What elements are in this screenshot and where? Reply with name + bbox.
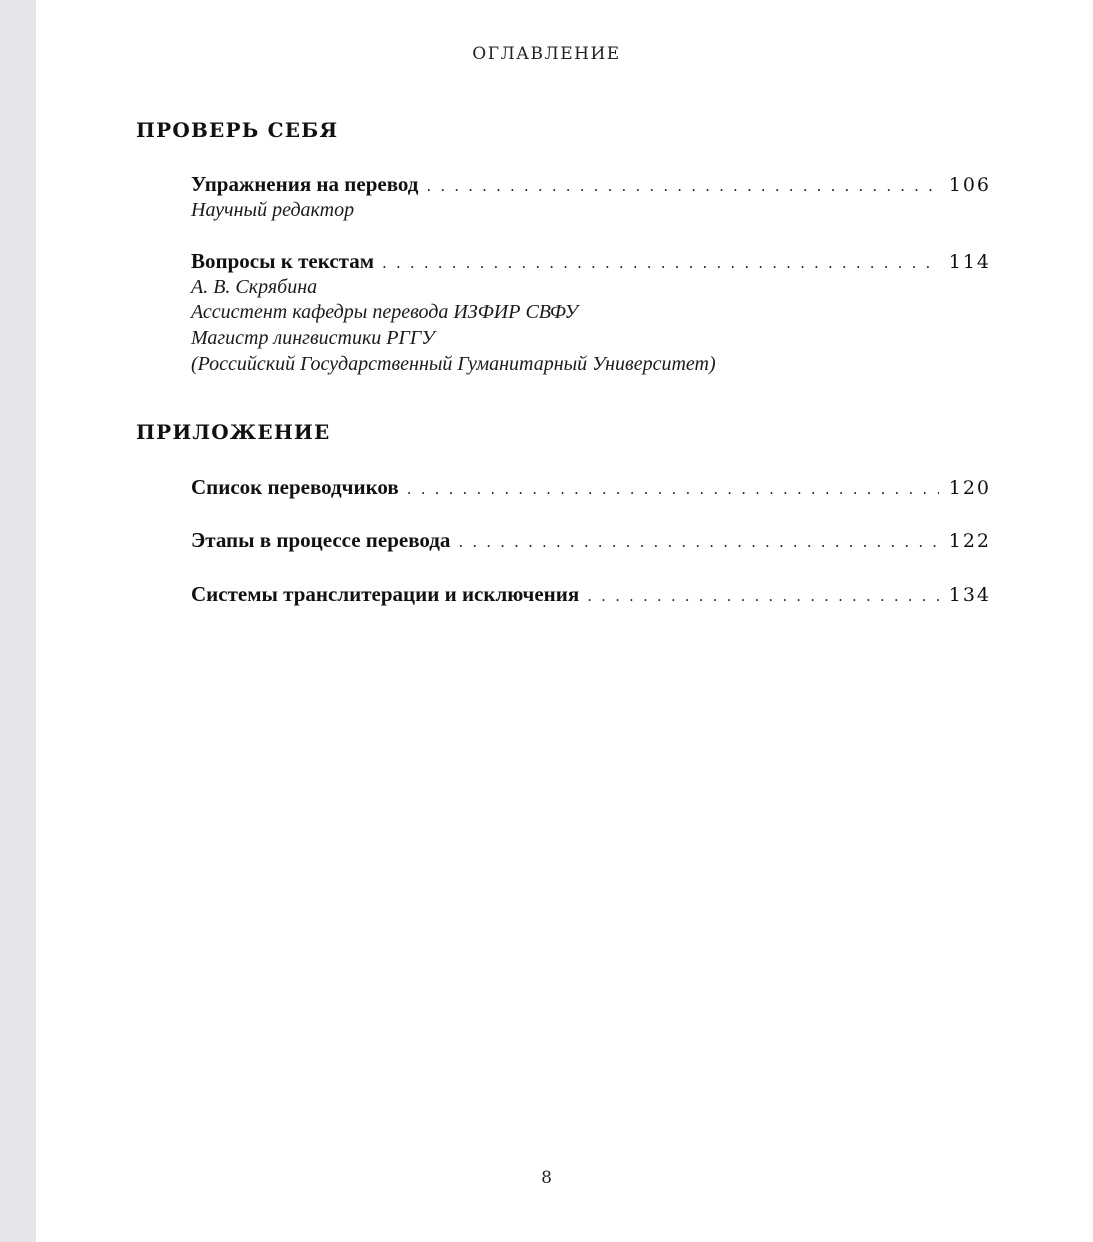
toc-entry-title: Список переводчиков <box>191 475 399 499</box>
toc-entry-translation-exercises[interactable] <box>191 172 991 198</box>
toc-page-number: 122 <box>948 530 991 552</box>
toc-entry-translators-list[interactable] <box>191 475 991 501</box>
dot-leader <box>587 584 939 608</box>
dot-leader <box>458 530 938 554</box>
toc-entry-text-questions[interactable] <box>191 249 991 275</box>
toc-page-number: 114 <box>948 251 991 273</box>
toc-entry-author-degree: Магистр лингвистики РГГУ <box>191 327 435 349</box>
toc-page-number: 134 <box>948 584 991 606</box>
dot-leader <box>426 174 938 198</box>
dot-leader <box>382 251 939 275</box>
toc-entry-translation-stages[interactable] <box>191 528 991 554</box>
toc-entry-author-university: (Российский Государственный Гуманитарный Университет) <box>191 353 716 375</box>
page-folio-number: 8 <box>541 1168 552 1188</box>
section-title-appendix: ПРИЛОЖЕНИЕ <box>136 420 331 444</box>
toc-entry-title: Системы транслитерации и исключения <box>191 582 580 606</box>
toc-entry-author: А. В. Скрябина <box>191 276 318 298</box>
page-binding-edge <box>0 0 36 1242</box>
toc-entry-title: Упражнения на перевод <box>191 172 419 196</box>
section-title-check-yourself: ПРОВЕРЬ СЕБЯ <box>136 118 339 142</box>
toc-page-number: 106 <box>948 174 991 196</box>
toc-page-number: 120 <box>948 477 991 499</box>
running-head: ОГЛАВЛЕНИЕ <box>472 44 621 64</box>
toc-entry-note: Научный редактор <box>191 199 355 221</box>
dot-leader <box>407 477 939 501</box>
toc-entry-title: Вопросы к текстам <box>191 249 375 273</box>
toc-entry-author-position: Ассистент кафедры перевода ИЗФИР СВФУ <box>191 301 578 323</box>
toc-entry-title: Этапы в процессе перевода <box>191 528 451 552</box>
toc-entry-transliteration-systems[interactable] <box>191 582 991 608</box>
